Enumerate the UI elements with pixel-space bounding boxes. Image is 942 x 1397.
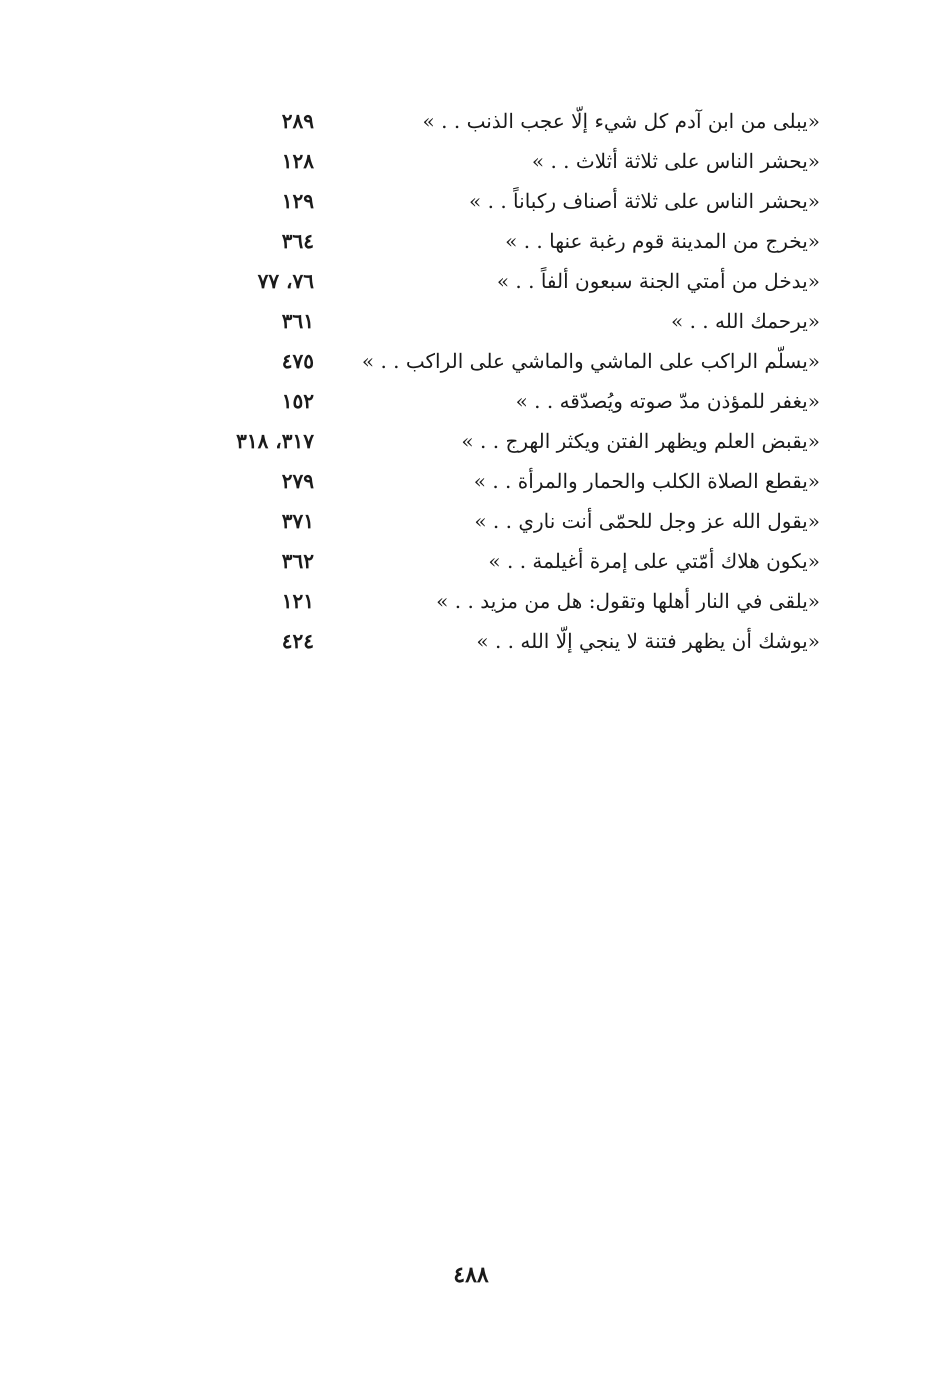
page-reference: ٣١٧، ٣١٨ <box>236 429 314 453</box>
page-reference: ١٢٨ <box>281 149 314 173</box>
page-reference: ٣٦٢ <box>281 549 314 573</box>
page-reference: ١٢١ <box>281 589 314 613</box>
index-entry <box>150 581 830 621</box>
hadith-text: «يحشر الناس على ثلاثة أصناف ركباناً . . » <box>469 189 820 213</box>
hadith-text: «يبلى من ابن آدم كل شيء إلّا عجب الذنب . . » <box>422 109 820 133</box>
hadith-text: «يقبض العلم ويظهر الفتن ويكثر الهرج . . » <box>461 429 820 453</box>
page-reference: ١٥٢ <box>281 389 314 413</box>
page-reference: ٢٧٩ <box>281 469 314 493</box>
index-entry <box>150 501 830 541</box>
index-entry <box>150 541 830 581</box>
page-reference: ٤٢٤ <box>281 629 314 653</box>
hadith-text: «يقطع الصلاة الكلب والحمار والمرأة . . » <box>473 469 820 493</box>
hadith-text: «يغفر للمؤذن مدّ صوته ويُصدّقه . . » <box>515 389 820 413</box>
hadith-text: «يدخل من أمتي الجنة سبعون ألفاً . . » <box>496 269 820 293</box>
index-entry <box>150 341 830 381</box>
page-number: ٤٨٨ <box>453 1262 489 1288</box>
index-entry <box>150 381 830 421</box>
index-entry <box>150 221 830 261</box>
page-reference: ٢٨٩ <box>281 109 314 133</box>
index-entry <box>150 101 830 141</box>
hadith-text: «يوشك أن يظهر فتنة لا ينجي إلّا الله . . » <box>476 629 820 653</box>
hadith-text: «يلقى في النار أهلها وتقول: هل من مزيد . . » <box>436 589 820 613</box>
hadith-index-list <box>150 101 830 661</box>
index-entry <box>150 181 830 221</box>
index-entry <box>150 461 830 501</box>
hadith-text: «يحشر الناس على ثلاثة أثلاث . . » <box>531 149 820 173</box>
page-reference: ٧٦، ٧٧ <box>257 269 314 293</box>
hadith-text: «يخرج من المدينة قوم رغبة عنها . . » <box>505 229 820 253</box>
page-reference: ٣٧١ <box>281 509 314 533</box>
index-entry <box>150 421 830 461</box>
index-entry <box>150 301 830 341</box>
hadith-text: «يسلّم الراكب على الماشي والماشي على الراكب . . » <box>361 349 820 373</box>
hadith-text: «يرحمك الله . . » <box>671 309 820 333</box>
page-reference: ٣٦٤ <box>281 229 314 253</box>
page-reference: ٤٧٥ <box>281 349 314 373</box>
hadith-text: «يقول الله عز وجل للحمّى أنت ناري . . » <box>474 509 820 533</box>
page-reference: ٣٦١ <box>281 309 314 333</box>
index-entry <box>150 261 830 301</box>
index-entry <box>150 141 830 181</box>
hadith-text: «يكون هلاك أمّتي على إمرة أغيلمة . . » <box>488 549 820 573</box>
index-entry <box>150 621 830 661</box>
page-reference: ١٢٩ <box>281 189 314 213</box>
